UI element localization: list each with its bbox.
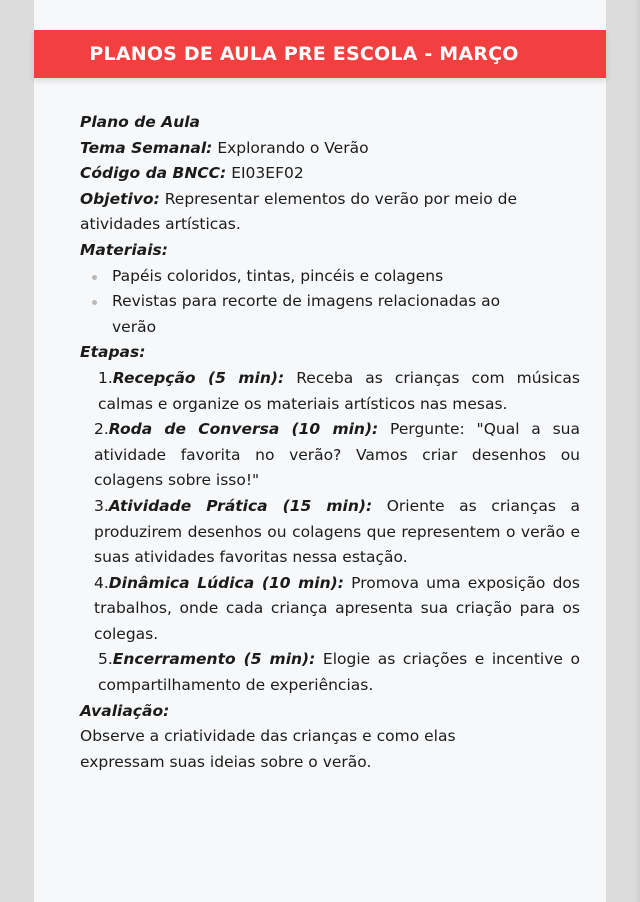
code-line xyxy=(80,161,580,187)
evaluation-heading: Avaliação: xyxy=(80,701,170,720)
bullet-icon xyxy=(92,275,97,280)
list-item: Revistas para recorte de imagens relacionadas ao verão xyxy=(92,289,580,340)
evaluation-text: Observe a criatividade das crianças e como elas expressam suas ideias sobre o verão. xyxy=(80,727,456,771)
step-item: 2.Roda de Conversa (10 min): Pergunte: "Qual a sua atividade favorita no verão? Vamos criar desenhos ou colagens sobre isso!" xyxy=(94,420,580,490)
theme-label: Tema Semanal: xyxy=(80,138,213,157)
bullet-icon xyxy=(92,300,97,305)
plan-heading: Plano de Aula xyxy=(80,113,201,131)
theme-line xyxy=(80,136,580,162)
page-edge xyxy=(634,0,640,902)
materials-list xyxy=(80,264,580,341)
objective-line xyxy=(80,187,580,238)
header-banner xyxy=(34,30,606,78)
code-label: Código da BNCC: xyxy=(80,164,227,183)
step-item: 1.Recepção (5 min): Receba as crianças com músicas calmas e organize os materiais artísticos nas mesas. xyxy=(98,368,580,413)
step-item: 4.Dinâmica Lúdica (10 min): Promova uma exposição dos trabalhos, onde cada criança apresenta sua criação para os colegas. xyxy=(94,573,580,643)
lesson-plan xyxy=(80,110,580,775)
page-title: PLANOS DE AULA PRE ESCOLA - MARÇO xyxy=(89,43,519,65)
step-item: 3.Atividade Prática (15 min): Oriente as crianças a produzirem desenhos ou colagens que representem o verão e suas atividades favoritas nessa estação. xyxy=(94,496,580,567)
materials-heading: Materiais: xyxy=(80,240,168,259)
theme-value: Explorando o Verão xyxy=(212,138,369,157)
list-item: Papéis coloridos, tintas, pincéis e colagens xyxy=(92,264,580,290)
steps-list xyxy=(80,366,580,699)
step-item: 5.Encerramento (5 min): Elogie as criações e incentive o compartilhamento de experiências. xyxy=(98,650,580,695)
objective-value: Representar elementos do verão por meio de atividades artísticas. xyxy=(80,189,518,234)
steps-heading: Etapas: xyxy=(80,343,146,362)
objective-label: Objetivo: xyxy=(80,189,160,208)
code-value: EI03EF02 xyxy=(226,164,304,183)
